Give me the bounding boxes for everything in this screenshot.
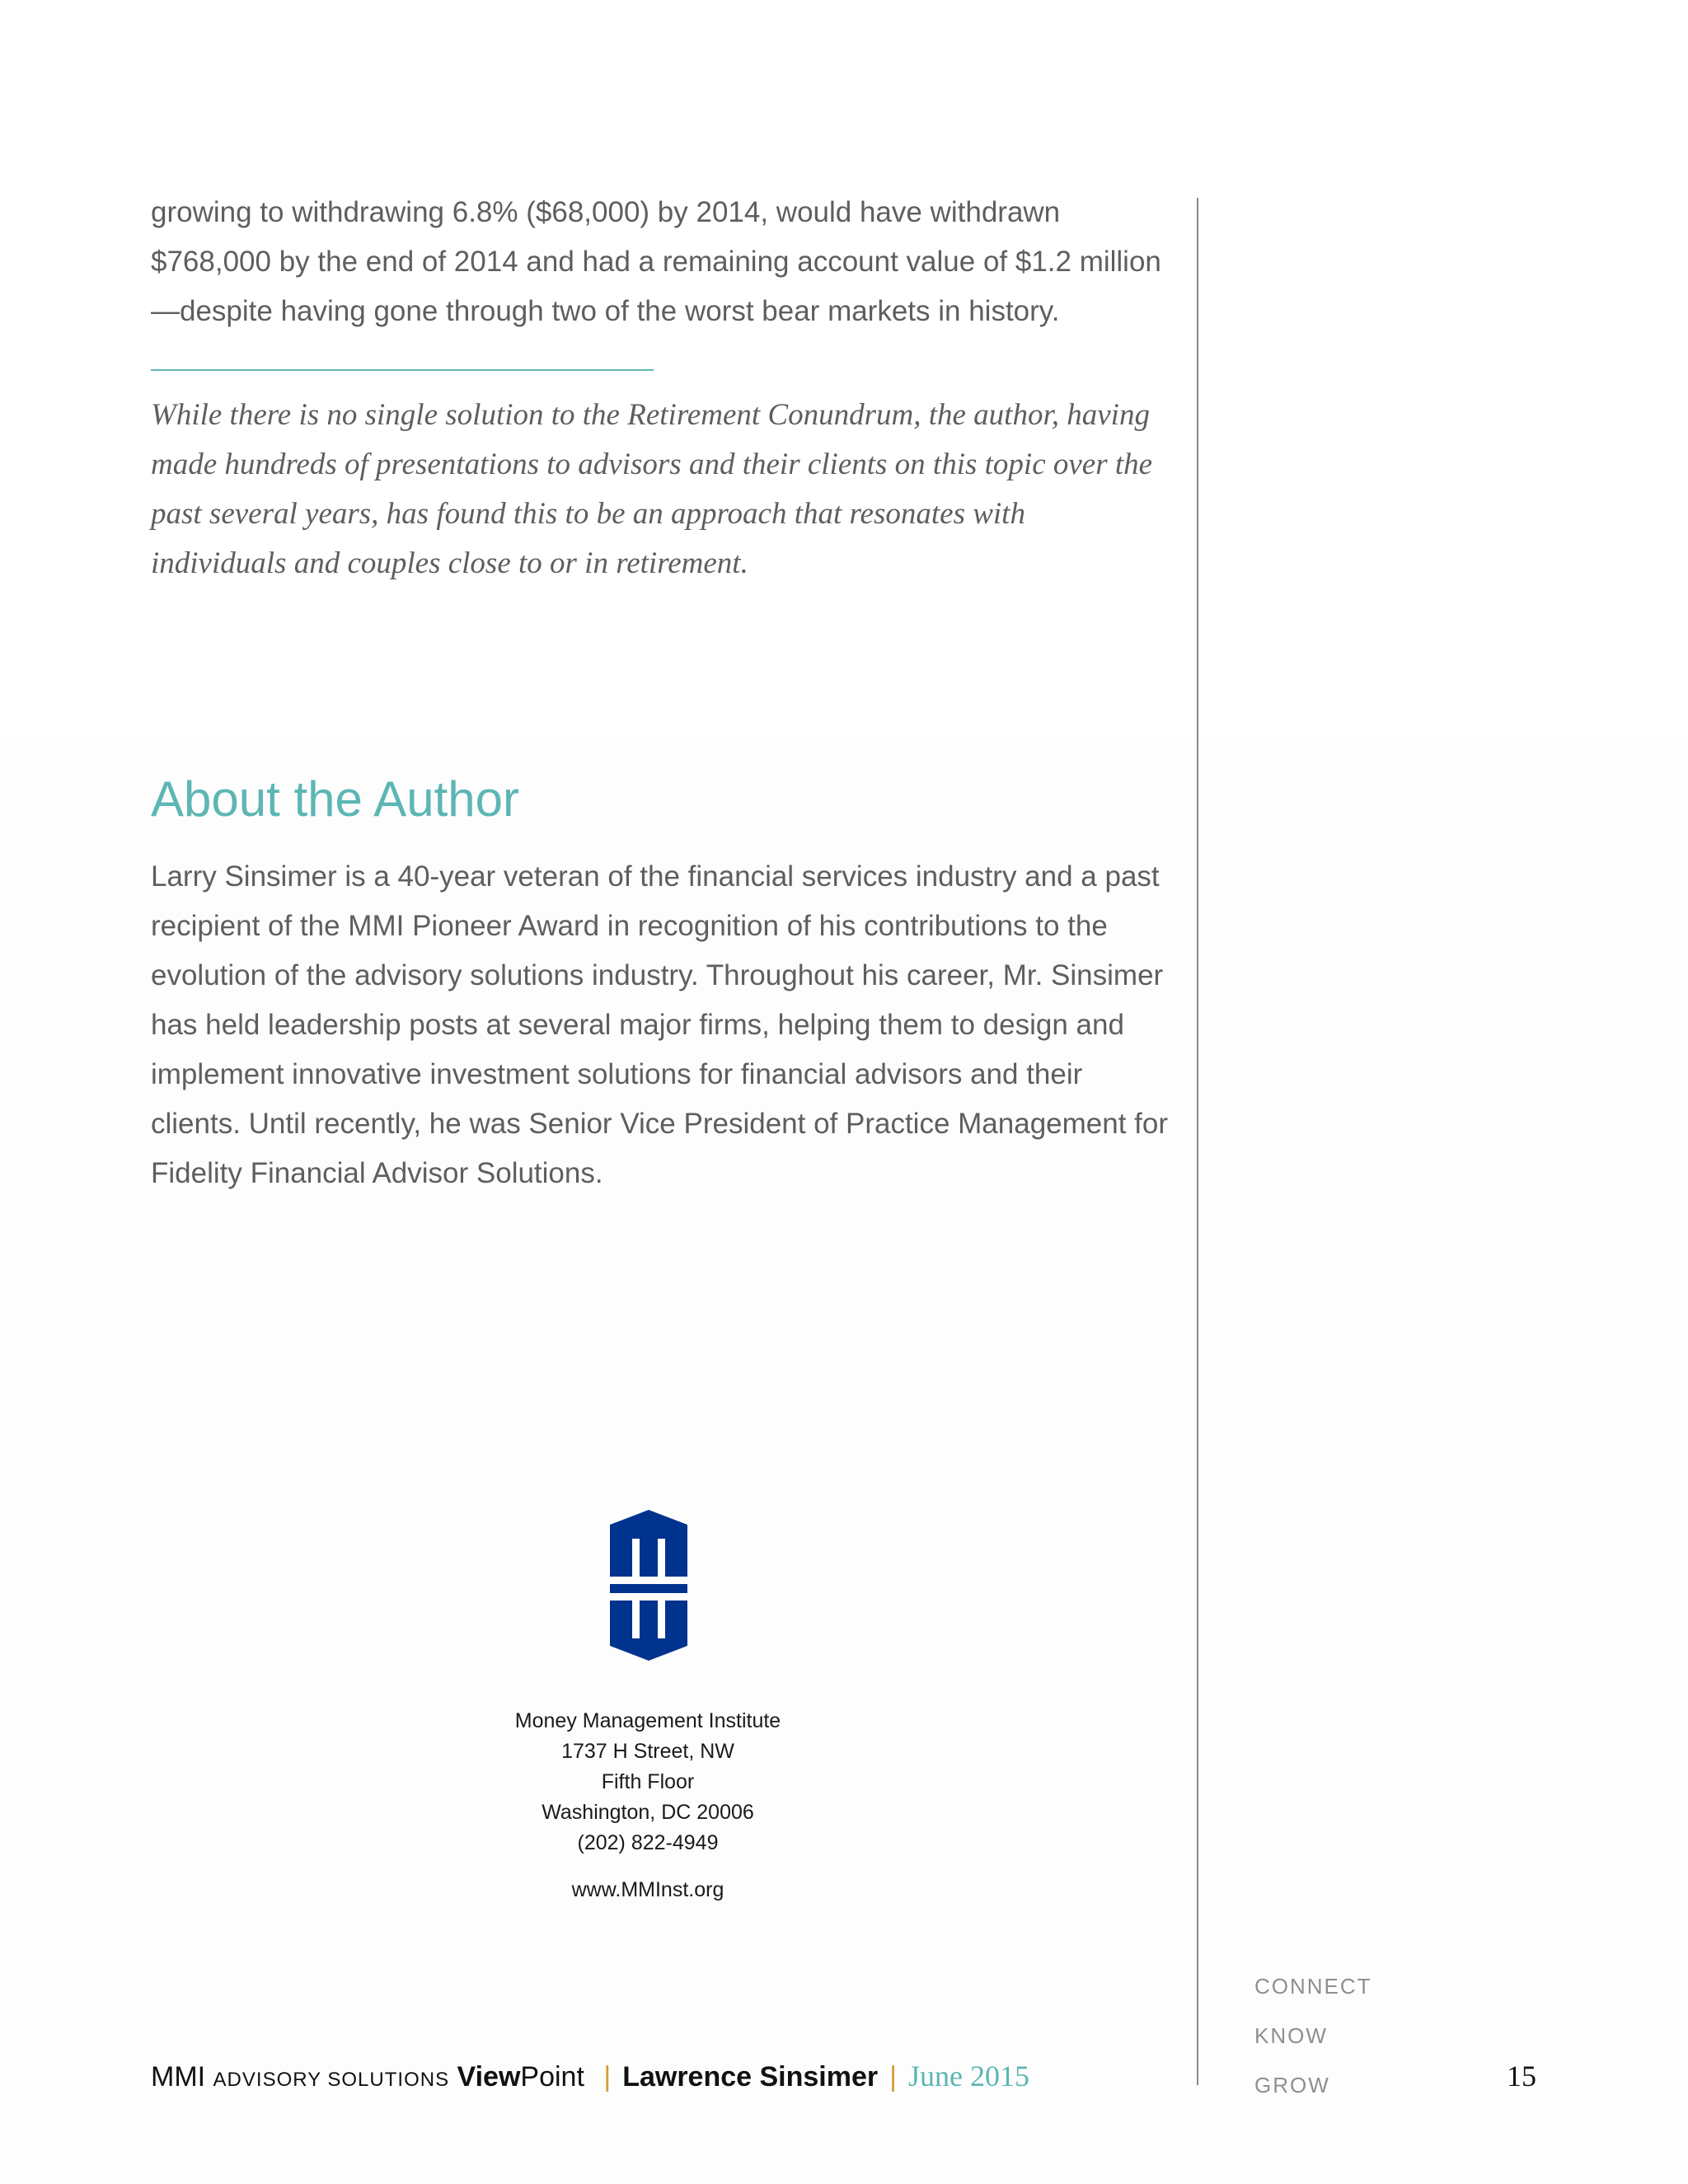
address-block [401,1706,895,1905]
about-author-heading: About the Author [151,771,520,827]
floor: Fifth Floor [601,1770,695,1793]
footer-point: Point [520,2061,584,2093]
intro-text-block [151,188,1165,336]
footer-tagline: ADVISORY SOLUTIONS [213,2069,450,2091]
pull-quote-rule [151,369,654,371]
phone-number: (202) 822-4949 [577,1831,719,1854]
footer-author: Lawrence Sinsimer [622,2061,879,2093]
footer-separator-2: | [889,2061,897,2093]
mmi-logo-icon [610,1510,687,1661]
page-footer [151,2055,1029,2097]
side-word-know: KNOW [1254,2023,1328,2048]
org-name: Money Management Institute [514,1709,781,1732]
footer-brand: MMI [151,2061,206,2093]
side-word-connect: CONNECT [1254,1974,1372,1999]
column-divider [1197,198,1198,2085]
footer-view: View [457,2061,521,2093]
footer-date: June 2015 [907,2060,1029,2093]
page-number: 15 [1507,2060,1536,2093]
website-link[interactable]: www.MMInst.org [571,1878,724,1901]
footer-separator-1: | [603,2061,612,2093]
street-address: 1737 H Street, NW [561,1740,734,1763]
main-column [151,188,1165,588]
pull-quote: While there is no single solution to the Retirement Conundrum, the author, having made hundreds of presentations to advisors and their clients on this topic over the past several years, has found this to be an approach that resonates with individuals and couples close to or in retirement. [151,398,1153,580]
author-bio: Larry Sinsimer is a 40-year veteran of the financial services industry and a past recipient of the MMI Pioneer Award in recognition of his contributions to the evolution of the advisory solutions industry. Throughout his career, Mr. Sinsimer has held leadership posts at several major firms, helping them to design and implement innovative investment solutions for financial advisors and their clients. Until recently, he was Senior Vice President of Practice Management for Fidelity Financial Advisor Solutions. [151,860,1169,1189]
intro-paragraph: growing to withdrawing 6.8% ($68,000) by 2014, would have withdrawn $768,000 by the end of 2014 and had a remaining account value of $1.2 million—despite having gone through two of the worst bear markets in history. [151,196,1161,327]
side-words [1254,1961,1372,2110]
side-word-grow: GROW [1254,2073,1330,2097]
city-state-zip: Washington, DC 20006 [542,1801,754,1824]
